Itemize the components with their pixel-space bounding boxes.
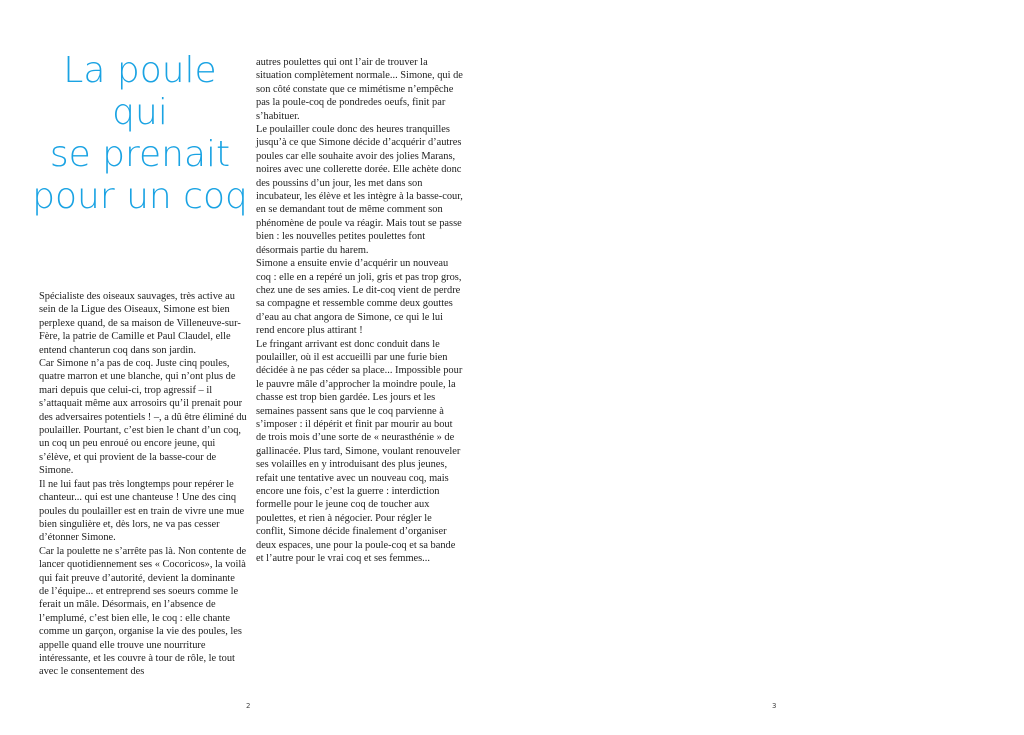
- paragraph: Le fringant arrivant est donc conduit dans le poulailler, où il est accueilli par une furie bien décidée à ne pas céder sa place... Impossible pour le pauvre mâle d’approcher la moindre poule, la chasse est trop bien gardée. Les jours et les semaines passent sans que le coq parvienne à s’imposer : il dépérit et finit par mourir au bout de trois mois d’une sorte de « neurasthénie » de gallinacée. Plus tard, Simone, voulant renouveler ses volailles en y introduisant des plus jeunes, refait une tentative avec un nouveau coq, mais encore une fois, c’est la guerre : interdiction formelle pour le jeune coq de toucher aux poulettes, et rien à négocier. Pour régler le conflit, Simone décide finalement d’organiser deux espaces, une pour la poule-coq et sa bande et l’autre pour le vrai coq et ses femmes...: [256, 338, 463, 565]
- page-number-left: 2: [246, 702, 251, 710]
- paragraph: Il ne lui faut pas très longtemps pour repérer le chanteur... qui est une chanteuse ! Une des cinq poules du poulailler est en train de vivre une mue bien singulière et, dès lors, ne va pas cesser d’étonner Simone.: [39, 478, 245, 544]
- paragraph: Simone a ensuite envie d’acquérir un nouveau coq : elle en a repéré un joli, gris et pas trop gros, chez une de ses amies. Le dit-coq vient de perdre sa compagne et ressemble comme deux gouttes d’eau au chat angora de Simone, ce qui le lui rend encore plus attirant !: [256, 258, 462, 337]
- page-number-right: 3: [772, 702, 777, 710]
- right-text-column: [256, 56, 464, 565]
- title-line: pour un coq: [32, 176, 248, 217]
- paragraph: Car la poulette ne s’arrête pas là. Non contente de lancer quotidiennement ses « Cocoricos», la voilà qui fait preuve d’autorité, devient la dominante de l’équipe... et entreprend ses soeurs comme le ferait un mâle. Désormais, en l’absence de l’emplumé, c’est bien elle, le coq : elle chante comme un garçon, organise la vie des poules, les appelle quand elle trouve une nourriture intéressante, et les couvre à tour de rôle, le tout avec le consentement des: [39, 545, 247, 678]
- paragraph: autres poulettes qui ont l’air de trouver la situation complètement normale... Simone, qui de son côté constate que ce mimétisme n’empêche pas la poule-coq de pondredes oeufs, finit par s’habituer.: [256, 57, 463, 122]
- paragraph: Car Simone n’a pas de coq. Juste cinq poules, quatre marron et une blanche, qui n’ont plus de mari depuis que celui-ci, trop agressif – il s’attaquait même aux arrosoirs qu’il prenait pour des adversaires potentiels ! –, a dû être éliminé du poulailler. Pourtant, c’est bien le chant d’un coq, un coq un peu enroué ou encore jeune, qui s’élève, et qui provient de la basse-cour de Simone.: [39, 358, 247, 477]
- title-line: La poule: [63, 50, 217, 91]
- left-text-column: [39, 290, 247, 679]
- paragraph: Spécialiste des oiseaux sauvages, très active au sein de la Ligue des Oiseaux, Simone est bien perplexe quand, de sa maison de Villeneuve-sur-Fère, la patrie de Camille et Paul Claudel, elle entend chanterun coq dans son jardin.: [39, 291, 241, 356]
- title-line: se prenait: [49, 134, 231, 175]
- paragraph: Le poulailler coule donc des heures tranquilles jusqu’à ce que Simone décide d’acquérir d’autres poules car elle souhaite avoir des jolies Marans, noires avec une collerette dorée. Elle achète donc des poussins d’un jour, les met dans son incubateur, les élève et les intègre à la basse-cour, en se demandant tout de même comment son phénomène de poule va réagir. Mais tout se passe bien : les nouvelles petites poulettes font désormais partie du harem.: [256, 124, 463, 256]
- page-title: [20, 50, 260, 218]
- title-line: qui: [112, 92, 168, 133]
